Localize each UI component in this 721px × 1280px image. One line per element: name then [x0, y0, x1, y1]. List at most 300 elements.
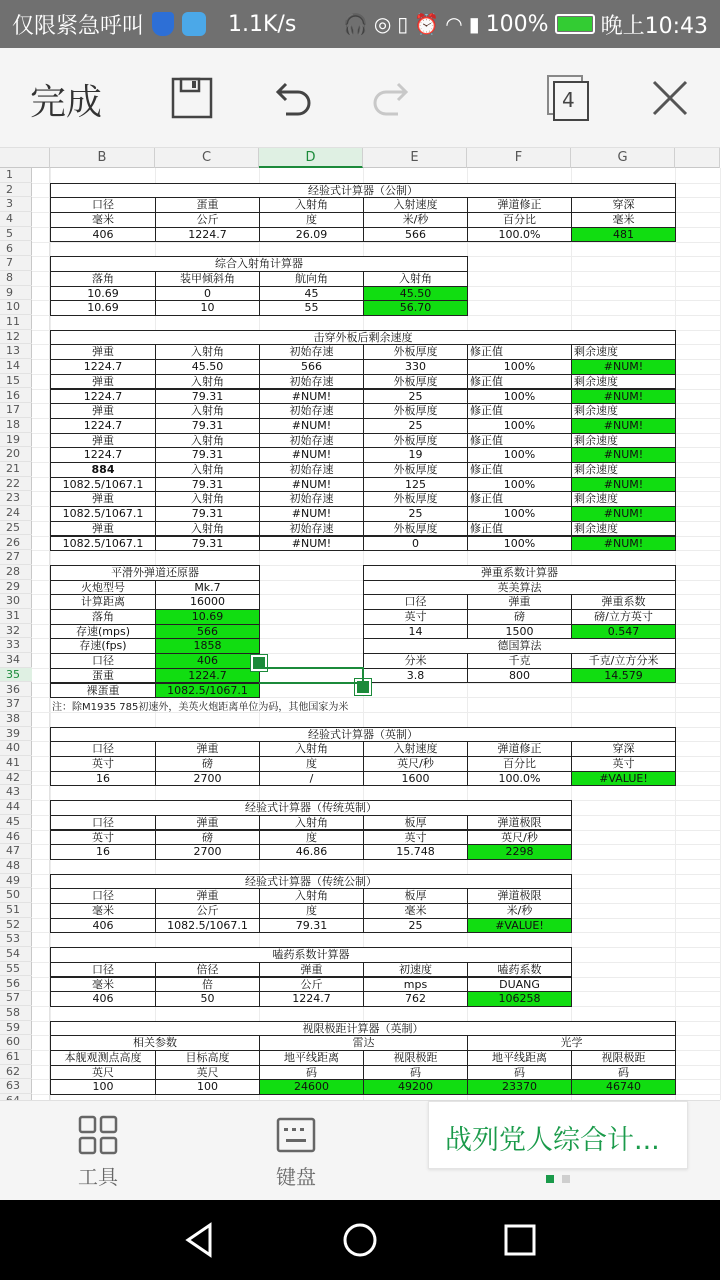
row-header-16[interactable]: 16: [0, 389, 32, 404]
unit-cell[interactable]: 千克: [467, 653, 572, 669]
sheet-cell[interactable]: 800: [467, 668, 572, 684]
row-header-29[interactable]: 29: [0, 580, 32, 595]
sheet-cell[interactable]: 26.09: [259, 227, 364, 243]
sheet-cell[interactable]: 79.31: [259, 918, 364, 934]
sheet-cell[interactable]: 100%: [467, 389, 572, 405]
row-header-47[interactable]: 47: [0, 844, 32, 859]
unit-cell[interactable]: 毫米: [50, 212, 156, 228]
sheet-cell[interactable]: 23370: [467, 1079, 572, 1095]
sheet-cell[interactable]: 46740: [571, 1079, 676, 1095]
unit-cell[interactable]: 英寸: [50, 756, 156, 772]
row-header-23[interactable]: 23: [0, 491, 32, 506]
row-header-58[interactable]: 58: [0, 1006, 32, 1021]
sheet-cell[interactable]: 406: [50, 991, 156, 1007]
row-header-38[interactable]: 38: [0, 712, 32, 727]
header-cell[interactable]: 初始存速: [259, 374, 364, 390]
column-header-d[interactable]: D: [259, 148, 363, 168]
sheet-cell[interactable]: 16000: [155, 594, 260, 610]
row-header-40[interactable]: 40: [0, 741, 32, 756]
header-cell[interactable]: 弹道极限: [467, 815, 572, 831]
sheet-cell[interactable]: 25: [363, 389, 468, 405]
done-button[interactable]: 完成: [30, 82, 103, 123]
unit-cell[interactable]: 磅/立方英寸: [571, 609, 676, 625]
header-cell[interactable]: 地平线距离: [259, 1050, 364, 1066]
row-header-35[interactable]: 35: [0, 668, 32, 683]
tabs-switcher-button[interactable]: [546, 74, 592, 122]
unit-cell[interactable]: 英寸: [363, 609, 468, 625]
redo-icon[interactable]: [370, 76, 414, 120]
header-cell[interactable]: 初始存速: [259, 521, 364, 537]
header-cell[interactable]: 落角: [50, 271, 156, 287]
row-header-18[interactable]: 18: [0, 418, 32, 433]
sheet-cell[interactable]: 16: [50, 771, 156, 787]
unit-cell[interactable]: 码: [467, 1065, 572, 1081]
row-header-44[interactable]: 44: [0, 800, 32, 815]
save-icon[interactable]: [170, 76, 214, 120]
header-cell[interactable]: 入射角: [259, 815, 364, 831]
header-cell[interactable]: 弹重: [50, 403, 156, 419]
sheet-cell[interactable]: 1082.5/1067.1: [155, 918, 260, 934]
unit-cell[interactable]: 码: [571, 1065, 676, 1081]
row-header-26[interactable]: 26: [0, 536, 32, 551]
header-cell[interactable]: 弹重: [467, 594, 572, 610]
sheet-cell[interactable]: 46.86: [259, 844, 364, 860]
header-cell[interactable]: 外板厚度: [363, 462, 468, 478]
header-cell[interactable]: 弹重: [50, 374, 156, 390]
unit-cell[interactable]: mps: [363, 977, 468, 993]
sheet-cell[interactable]: 125: [363, 477, 468, 493]
unit-cell[interactable]: 公斤: [155, 212, 260, 228]
row-header-2[interactable]: 2: [0, 183, 32, 198]
sheet-cell[interactable]: 45.50: [363, 286, 468, 302]
unit-cell[interactable]: 公斤: [259, 977, 364, 993]
label-cell[interactable]: 口径: [50, 653, 156, 669]
row-header-6[interactable]: 6: [0, 242, 32, 257]
sheet-cell[interactable]: 49200: [363, 1079, 468, 1095]
unit-cell[interactable]: 倍: [155, 977, 260, 993]
row-header-10[interactable]: 10: [0, 300, 32, 315]
row-header-49[interactable]: 49: [0, 874, 32, 889]
row-header-31[interactable]: 31: [0, 609, 32, 624]
sheet-cell[interactable]: #NUM!: [571, 359, 676, 375]
header-cell[interactable]: 剩余速度: [571, 462, 676, 478]
column-header-h[interactable]: [675, 148, 720, 168]
row-header-53[interactable]: 53: [0, 932, 32, 947]
sheet-cell[interactable]: 762: [363, 991, 468, 1007]
header-cell[interactable]: 入射角: [259, 741, 364, 757]
header-cell[interactable]: 入射角: [155, 491, 260, 507]
unit-cell[interactable]: 度: [259, 212, 364, 228]
sheet-cell[interactable]: 100%: [467, 477, 572, 493]
label-cell[interactable]: 落角: [50, 609, 156, 625]
row-header-12[interactable]: 12: [0, 330, 32, 345]
sheet-cell[interactable]: #NUM!: [259, 477, 364, 493]
header-cell[interactable]: 修正值: [467, 344, 572, 360]
sheet-cell[interactable]: #NUM!: [259, 536, 364, 552]
column-a[interactable]: [32, 168, 50, 1100]
header-cell[interactable]: 剩余速度: [571, 374, 676, 390]
header-cell[interactable]: 嗑药系数: [467, 962, 572, 978]
row-header-57[interactable]: 57: [0, 991, 32, 1006]
sheet-cell[interactable]: 25: [363, 418, 468, 434]
header-cell[interactable]: 修正值: [467, 374, 572, 390]
sheet-cell[interactable]: 100: [50, 1079, 156, 1095]
header-cell[interactable]: 884: [50, 462, 156, 478]
header-cell[interactable]: 板厚: [363, 888, 468, 904]
table-title[interactable]: 经验式计算器（英制）: [50, 727, 676, 743]
sheet-cell[interactable]: 10: [155, 300, 260, 316]
label-cell[interactable]: 存速(fps): [50, 638, 156, 654]
sheet-cell[interactable]: 106258: [467, 991, 572, 1007]
row-header-22[interactable]: 22: [0, 477, 32, 492]
unit-cell[interactable]: 度: [259, 756, 364, 772]
header-cell[interactable]: 弹重: [50, 521, 156, 537]
recents-icon[interactable]: [502, 1222, 538, 1258]
header-cell[interactable]: 弹重: [155, 888, 260, 904]
sheet-cell[interactable]: #NUM!: [571, 506, 676, 522]
table-subtitle[interactable]: 英美算法: [363, 580, 676, 596]
unit-cell[interactable]: 英尺/秒: [363, 756, 468, 772]
sheet-cell[interactable]: 25: [363, 918, 468, 934]
row-header-34[interactable]: 34: [0, 653, 32, 668]
header-cell[interactable]: 目标高度: [155, 1050, 260, 1066]
header-cell[interactable]: 视限极距: [363, 1050, 468, 1066]
header-cell[interactable]: 外板厚度: [363, 433, 468, 449]
unit-cell[interactable]: 英寸: [50, 830, 156, 846]
table-title[interactable]: 综合入射角计算器: [50, 256, 468, 272]
sheet-cell[interactable]: 16: [50, 844, 156, 860]
sheet-cell[interactable]: 100%: [467, 418, 572, 434]
table-title[interactable]: 嗑药系数计算器: [50, 947, 572, 963]
sheet-cell[interactable]: 1082.5/1067.1: [50, 477, 156, 493]
sheet-cell[interactable]: 45: [259, 286, 364, 302]
sheet-cell[interactable]: #VALUE!: [571, 771, 676, 787]
sheet-cell[interactable]: 1224.7: [50, 389, 156, 405]
unit-cell[interactable]: 磅: [155, 756, 260, 772]
sheet-cell[interactable]: 0: [155, 286, 260, 302]
row-header-25[interactable]: 25: [0, 521, 32, 536]
header-cell[interactable]: 外板厚度: [363, 374, 468, 390]
header-cell[interactable]: 穿深: [571, 741, 676, 757]
sheet-cell[interactable]: 1224.7: [50, 359, 156, 375]
header-cell[interactable]: 装甲倾斜角: [155, 271, 260, 287]
row-header-11[interactable]: 11: [0, 315, 32, 330]
row-header-37[interactable]: 37: [0, 697, 32, 712]
table-title[interactable]: 视限极距计算器（英制）: [50, 1021, 676, 1037]
sheet-cell[interactable]: 0.547: [571, 624, 676, 640]
sheet-cell[interactable]: 10.69: [50, 286, 156, 302]
home-icon[interactable]: [342, 1222, 378, 1258]
sheet-cell[interactable]: 1082.5/1067.1: [50, 536, 156, 552]
row-header-28[interactable]: 28: [0, 565, 32, 580]
header-cell[interactable]: 初始存速: [259, 344, 364, 360]
header-cell[interactable]: 视限极距: [571, 1050, 676, 1066]
row-header-45[interactable]: 45: [0, 815, 32, 830]
sheet-cell[interactable]: #NUM!: [571, 447, 676, 463]
row-header-42[interactable]: 42: [0, 771, 32, 786]
unit-cell[interactable]: 米/秒: [467, 903, 572, 919]
sheet-cell[interactable]: 0: [363, 536, 468, 552]
sheet-cell[interactable]: 1224.7: [50, 418, 156, 434]
header-cell[interactable]: 倍径: [155, 962, 260, 978]
row-header-61[interactable]: 61: [0, 1050, 32, 1065]
header-cell[interactable]: 入射角: [259, 197, 364, 213]
row-header-43[interactable]: 43: [0, 785, 32, 800]
row-header-24[interactable]: 24: [0, 506, 32, 521]
sheet-cell[interactable]: 1224.7: [155, 668, 260, 684]
sheet-cell[interactable]: 100%: [467, 536, 572, 552]
unit-cell[interactable]: 码: [363, 1065, 468, 1081]
sheet-cell[interactable]: 14.579: [571, 668, 676, 684]
header-cell[interactable]: 入射角: [155, 462, 260, 478]
row-header-9[interactable]: 9: [0, 286, 32, 301]
sheet-cell[interactable]: 1600: [363, 771, 468, 787]
unit-cell[interactable]: 百分比: [467, 212, 572, 228]
sheet-cell[interactable]: 15.748: [363, 844, 468, 860]
sheet-cell[interactable]: #NUM!: [259, 389, 364, 405]
row-header-27[interactable]: 27: [0, 550, 32, 565]
sheet-cell[interactable]: #VALUE!: [467, 918, 572, 934]
header-cell[interactable]: 外板厚度: [363, 344, 468, 360]
header-cell[interactable]: 入射角: [363, 271, 468, 287]
row-header-54[interactable]: 54: [0, 947, 32, 962]
sheet-cell[interactable]: 2700: [155, 771, 260, 787]
header-cell[interactable]: 弹重: [50, 433, 156, 449]
sheet-cell[interactable]: 406: [50, 227, 156, 243]
header-cell[interactable]: 入射角: [155, 344, 260, 360]
sheet-cell[interactable]: #NUM!: [571, 418, 676, 434]
header-cell[interactable]: 地平线距离: [467, 1050, 572, 1066]
row-header-5[interactable]: 5: [0, 227, 32, 242]
row-header-32[interactable]: 32: [0, 624, 32, 639]
header-cell[interactable]: 修正值: [467, 462, 572, 478]
header-cell[interactable]: 入射角: [259, 888, 364, 904]
row-header-50[interactable]: 50: [0, 888, 32, 903]
row-header-3[interactable]: 3: [0, 197, 32, 212]
sheet-cell[interactable]: #NUM!: [571, 477, 676, 493]
sheet-cell[interactable]: 55: [259, 300, 364, 316]
header-cell[interactable]: 入射角: [155, 433, 260, 449]
header-cell[interactable]: 剩余速度: [571, 491, 676, 507]
unit-cell[interactable]: 码: [259, 1065, 364, 1081]
row-header-4[interactable]: 4: [0, 212, 32, 227]
unit-cell[interactable]: 毫米: [363, 903, 468, 919]
close-icon[interactable]: [648, 76, 692, 120]
sheet-cell[interactable]: 79.31: [155, 389, 260, 405]
row-header-19[interactable]: 19: [0, 433, 32, 448]
undo-icon[interactable]: [270, 76, 314, 120]
label-cell[interactable]: 蛋重: [50, 668, 156, 684]
label-cell[interactable]: 存速(mps): [50, 624, 156, 640]
header-cell[interactable]: 剩余速度: [571, 433, 676, 449]
sheet-cell[interactable]: 2298: [467, 844, 572, 860]
sheet-cell[interactable]: 1082.5/1067.1: [155, 683, 260, 699]
table-title[interactable]: 平滑外弹道还原器: [50, 565, 260, 581]
sheet-cell[interactable]: 56.70: [363, 300, 468, 316]
row-header-21[interactable]: 21: [0, 462, 32, 477]
header-cell[interactable]: 弹重: [155, 815, 260, 831]
unit-cell[interactable]: 分米: [363, 653, 468, 669]
header-cell[interactable]: 口径: [50, 815, 156, 831]
unit-cell[interactable]: 磅: [155, 830, 260, 846]
sheet-tab-card[interactable]: [428, 1101, 688, 1169]
sheet-cell[interactable]: /: [259, 771, 364, 787]
group-header[interactable]: 相关参数: [50, 1035, 260, 1051]
row-header-56[interactable]: 56: [0, 977, 32, 992]
spreadsheet-grid[interactable]: [0, 148, 720, 1100]
unit-cell[interactable]: 英尺: [50, 1065, 156, 1081]
table-title[interactable]: 经验式计算器（公制）: [50, 183, 676, 199]
header-cell[interactable]: 口径: [50, 741, 156, 757]
row-header-46[interactable]: 46: [0, 830, 32, 845]
group-header[interactable]: 光学: [467, 1035, 676, 1051]
column-header-g[interactable]: G: [571, 148, 675, 168]
sheet-cell[interactable]: #NUM!: [571, 536, 676, 552]
sheet-cell[interactable]: #NUM!: [571, 389, 676, 405]
unit-cell[interactable]: 英寸: [571, 756, 676, 772]
unit-cell[interactable]: 英寸: [363, 830, 468, 846]
header-cell[interactable]: 弹道修正: [467, 741, 572, 757]
unit-cell[interactable]: 英尺/秒: [467, 830, 572, 846]
sheet-cell[interactable]: 10.69: [155, 609, 260, 625]
column-header-e[interactable]: E: [363, 148, 467, 168]
header-cell[interactable]: 弹重: [50, 491, 156, 507]
unit-cell[interactable]: 毫米: [50, 977, 156, 993]
table-subtitle[interactable]: 德国算法: [363, 638, 676, 654]
unit-cell[interactable]: 千克/立方分米: [571, 653, 676, 669]
header-cell[interactable]: 外板厚度: [363, 491, 468, 507]
header-cell[interactable]: 弹重系数: [571, 594, 676, 610]
header-cell[interactable]: 入射角: [155, 521, 260, 537]
unit-cell[interactable]: DUANG: [467, 977, 572, 993]
sheet-cell[interactable]: 100.0%: [467, 771, 572, 787]
sheet-cell[interactable]: 100: [155, 1079, 260, 1095]
row-header-1[interactable]: 1: [0, 168, 32, 183]
row-header-48[interactable]: 48: [0, 859, 32, 874]
header-cell[interactable]: 弹道修正: [467, 197, 572, 213]
label-cell[interactable]: 火炮型号: [50, 580, 156, 596]
unit-cell[interactable]: 度: [259, 903, 364, 919]
unit-cell[interactable]: 毫米: [571, 212, 676, 228]
header-cell[interactable]: 板厚: [363, 815, 468, 831]
header-cell[interactable]: 初始存速: [259, 462, 364, 478]
header-cell[interactable]: 本舰观测点高度: [50, 1050, 156, 1066]
sheet-cell[interactable]: 79.31: [155, 447, 260, 463]
row-header-63[interactable]: 63: [0, 1079, 32, 1094]
unit-cell[interactable]: 公斤: [155, 903, 260, 919]
row-header-39[interactable]: 39: [0, 727, 32, 742]
sheet-cell[interactable]: 79.31: [155, 536, 260, 552]
sheet-cell[interactable]: 100%: [467, 506, 572, 522]
sheet-cell[interactable]: 1082.5/1067.1: [50, 506, 156, 522]
header-cell[interactable]: 剩余速度: [571, 521, 676, 537]
unit-cell[interactable]: 百分比: [467, 756, 572, 772]
sheet-cell[interactable]: 14: [363, 624, 468, 640]
header-cell[interactable]: 口径: [50, 197, 156, 213]
header-cell[interactable]: 弹道极限: [467, 888, 572, 904]
header-cell[interactable]: 外板厚度: [363, 521, 468, 537]
header-cell[interactable]: 穿深: [571, 197, 676, 213]
header-cell[interactable]: 口径: [363, 594, 468, 610]
header-cell[interactable]: 外板厚度: [363, 403, 468, 419]
label-cell[interactable]: 计算距离: [50, 594, 156, 610]
tools-button[interactable]: [48, 1115, 148, 1190]
header-cell[interactable]: 弹重: [259, 962, 364, 978]
sheet-cell[interactable]: 3.8: [363, 668, 468, 684]
header-cell[interactable]: 弹重: [155, 741, 260, 757]
table-title[interactable]: 经验式计算器（传统公制）: [50, 874, 572, 890]
table-title[interactable]: 击穿外板后剩余速度: [50, 330, 676, 346]
header-cell[interactable]: 初始存速: [259, 403, 364, 419]
column-header-f[interactable]: F: [467, 148, 571, 168]
header-cell[interactable]: 初速度: [363, 962, 468, 978]
sheet-cell[interactable]: 566: [155, 624, 260, 640]
sheet-cell[interactable]: 406: [155, 653, 260, 669]
row-header-55[interactable]: 55: [0, 962, 32, 977]
header-cell[interactable]: 航向角: [259, 271, 364, 287]
sheet-cell[interactable]: 79.31: [155, 418, 260, 434]
row-header-14[interactable]: 14: [0, 359, 32, 374]
label-cell[interactable]: 裸蛋重: [50, 683, 156, 699]
sheet-cell[interactable]: 1224.7: [155, 227, 260, 243]
header-cell[interactable]: 修正值: [467, 521, 572, 537]
sheet-cell[interactable]: 1224.7: [259, 991, 364, 1007]
row-header-51[interactable]: 51: [0, 903, 32, 918]
sheet-cell[interactable]: 481: [571, 227, 676, 243]
header-cell[interactable]: 修正值: [467, 403, 572, 419]
header-cell[interactable]: 入射角: [155, 403, 260, 419]
header-cell[interactable]: 初始存速: [259, 491, 364, 507]
sheet-cell[interactable]: 19: [363, 447, 468, 463]
row-header-13[interactable]: 13: [0, 344, 32, 359]
sheet-cell[interactable]: 2700: [155, 844, 260, 860]
header-cell[interactable]: 口径: [50, 888, 156, 904]
row-header-62[interactable]: 62: [0, 1065, 32, 1080]
row-header-36[interactable]: 36: [0, 683, 32, 698]
sheet-cell[interactable]: 330: [363, 359, 468, 375]
sheet-cell[interactable]: 79.31: [155, 506, 260, 522]
column-header-b[interactable]: B: [50, 148, 155, 168]
column-header-c[interactable]: C: [155, 148, 259, 168]
sheet-cell[interactable]: #NUM!: [259, 418, 364, 434]
header-corner[interactable]: [0, 148, 50, 168]
header-cell[interactable]: 剩余速度: [571, 344, 676, 360]
table-title[interactable]: 经验式计算器（传统英制）: [50, 800, 572, 816]
sheet-cell[interactable]: 1500: [467, 624, 572, 640]
sheet-cell[interactable]: 50: [155, 991, 260, 1007]
row-header-30[interactable]: 30: [0, 594, 32, 609]
sheet-cell[interactable]: 100.0%: [467, 227, 572, 243]
sheet-cell[interactable]: 566: [363, 227, 468, 243]
group-header[interactable]: 雷达: [259, 1035, 468, 1051]
row-header-20[interactable]: 20: [0, 447, 32, 462]
sheet-cell[interactable]: 100%: [467, 447, 572, 463]
sheet-cell[interactable]: Mk.7: [155, 580, 260, 596]
sheet-cell[interactable]: 566: [259, 359, 364, 375]
sheet-cell[interactable]: 24600: [259, 1079, 364, 1095]
sheet-cell[interactable]: 100%: [467, 359, 572, 375]
unit-cell[interactable]: 磅: [467, 609, 572, 625]
header-cell[interactable]: 入射角: [155, 374, 260, 390]
table-title[interactable]: 弹重系数计算器: [363, 565, 676, 581]
keyboard-button[interactable]: [246, 1115, 346, 1190]
row-header-8[interactable]: 8: [0, 271, 32, 286]
header-cell[interactable]: 入射速度: [363, 741, 468, 757]
header-cell[interactable]: 弹重: [50, 344, 156, 360]
sheet-cell[interactable]: 406: [50, 918, 156, 934]
header-cell[interactable]: 剩余速度: [571, 403, 676, 419]
sheet-cell[interactable]: #NUM!: [259, 506, 364, 522]
